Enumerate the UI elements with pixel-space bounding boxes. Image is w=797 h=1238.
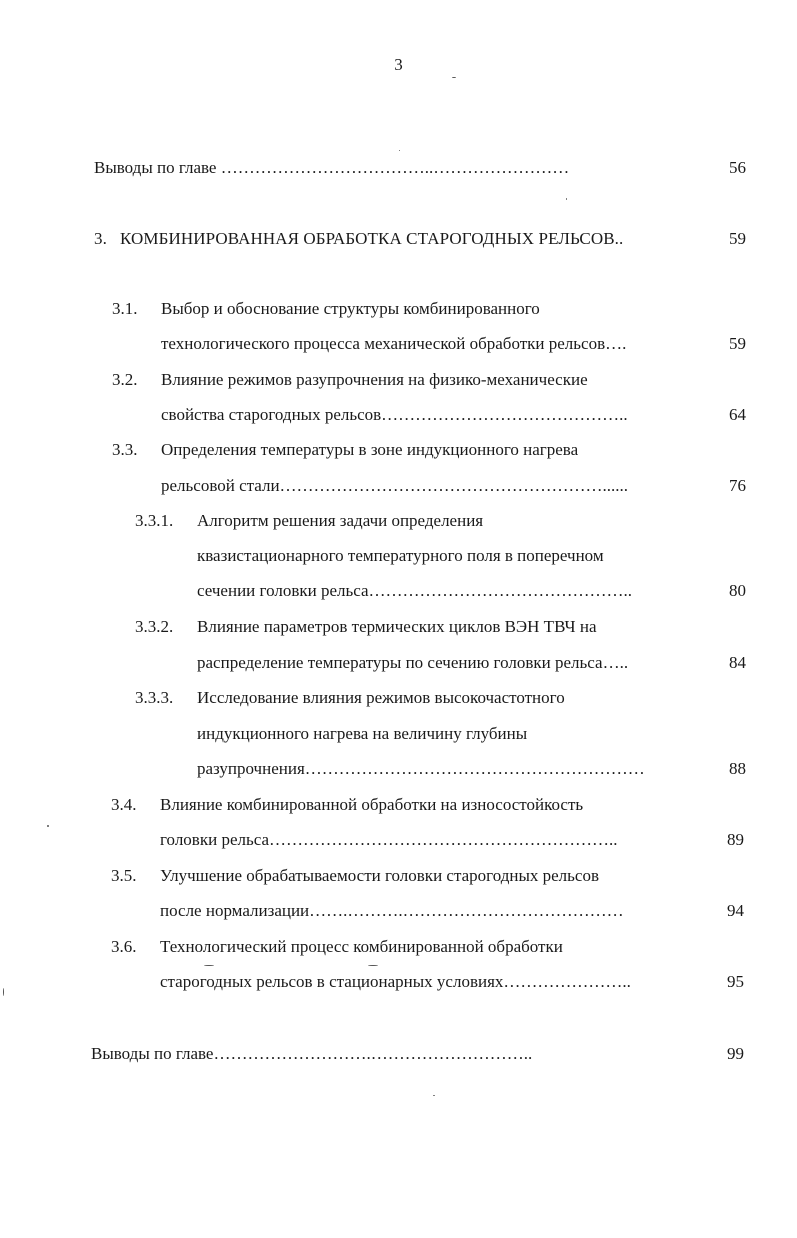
toc-section-title-line: Технологический процесс комбинированной обработки: [160, 937, 563, 956]
toc-subsection-title-line: разупрочнения……………………………………………………: [197, 759, 645, 778]
toc-page-number: 95: [727, 972, 744, 991]
scan-speck: [3, 988, 4, 996]
toc-section-title-line: головки рельса……………………………………………………..: [160, 830, 618, 849]
toc-page-number: 59: [729, 229, 746, 248]
toc-section-title-line: рельсовой стали…………………………………………………......: [161, 476, 629, 495]
toc-page-number: 80: [729, 581, 746, 600]
toc-subsection-number: 3.3.2.: [135, 617, 174, 636]
toc-section-number: 3.6.: [111, 937, 137, 956]
toc-section-number: 3.5.: [111, 866, 137, 885]
toc-subsection-title-line: квазистационарного температурного поля в поперечном: [197, 546, 604, 565]
scan-speck: [399, 150, 400, 151]
toc-page-number: 76: [729, 476, 746, 495]
toc-subsection-number: 3.3.3.: [135, 688, 174, 707]
toc-chapter-title: КОМБИНИРОВАННАЯ ОБРАБОТКА СТАРОГОДНЫХ РЕЛЬСОВ..: [120, 229, 624, 248]
scan-speck: [433, 1095, 435, 1096]
toc-section-title-line: технологического процесса механической обработки рельсов….: [161, 334, 627, 353]
scan-speck: [566, 198, 567, 200]
scan-speck: [368, 965, 378, 966]
toc-page-number: 89: [727, 830, 744, 849]
toc-subsection-title-line: Исследование влияния режимов высокочастотного: [197, 688, 565, 707]
scan-speck: [47, 825, 49, 827]
scan-speck: [452, 77, 456, 78]
toc-entry-text: Выводы по главе ………………………………..……………………: [94, 158, 570, 177]
toc-page-number: 56: [729, 158, 746, 177]
toc-section-number: 3.3.: [112, 440, 138, 459]
toc-subsection-title-line: Алгоритм решения задачи определения: [197, 511, 484, 530]
toc-subsection-title-line: Влияние параметров термических циклов ВЭН ТВЧ на: [197, 617, 597, 636]
toc-subsection-number: 3.3.1.: [135, 511, 174, 530]
toc-subsection-title-line: сечении головки рельса………………………………………..: [197, 581, 633, 600]
toc-section-number: 3.2.: [112, 370, 138, 389]
toc-section-number: 3.4.: [111, 795, 137, 814]
toc-section-title-line: Влияние режимов разупрочнения на физико-механические: [161, 370, 588, 389]
toc-page-number: 84: [729, 653, 746, 672]
toc-section-title-line: Выбор и обоснование структуры комбинированного: [161, 299, 540, 318]
toc-section-title-line: старогодных рельсов в стационарных условиях…………………..: [160, 972, 631, 991]
toc-page-number: 64: [729, 405, 746, 424]
toc-section-title-line: Влияние комбинированной обработки на износостойкость: [160, 795, 584, 814]
toc-subsection-title-line: индукционного нагрева на величину глубины: [197, 724, 528, 743]
toc-section-number: 3.1.: [112, 299, 138, 318]
page-number: 3: [394, 55, 403, 74]
toc-section-title-line: Определения температуры в зоне индукционного нагрева: [161, 440, 579, 459]
toc-entry-text: Выводы по главе……………………….………………………..: [91, 1044, 533, 1063]
toc-page-number: 94: [727, 901, 744, 920]
toc-section-title-line: свойства старогодных рельсов……………………………………..: [161, 405, 628, 424]
toc-page-number: 59: [729, 334, 746, 353]
toc-page-number: 88: [729, 759, 746, 778]
toc-section-title-line: после нормализации…….……….…………………………………: [160, 901, 624, 920]
toc-page-number: 99: [727, 1044, 744, 1063]
toc-section-title-line: Улучшение обрабатываемости головки старогодных рельсов: [160, 866, 599, 885]
scan-speck: [204, 965, 214, 966]
toc-subsection-title-line: распределение температуры по сечению головки рельса…..: [197, 653, 629, 672]
toc-chapter-number: 3.: [94, 229, 107, 248]
